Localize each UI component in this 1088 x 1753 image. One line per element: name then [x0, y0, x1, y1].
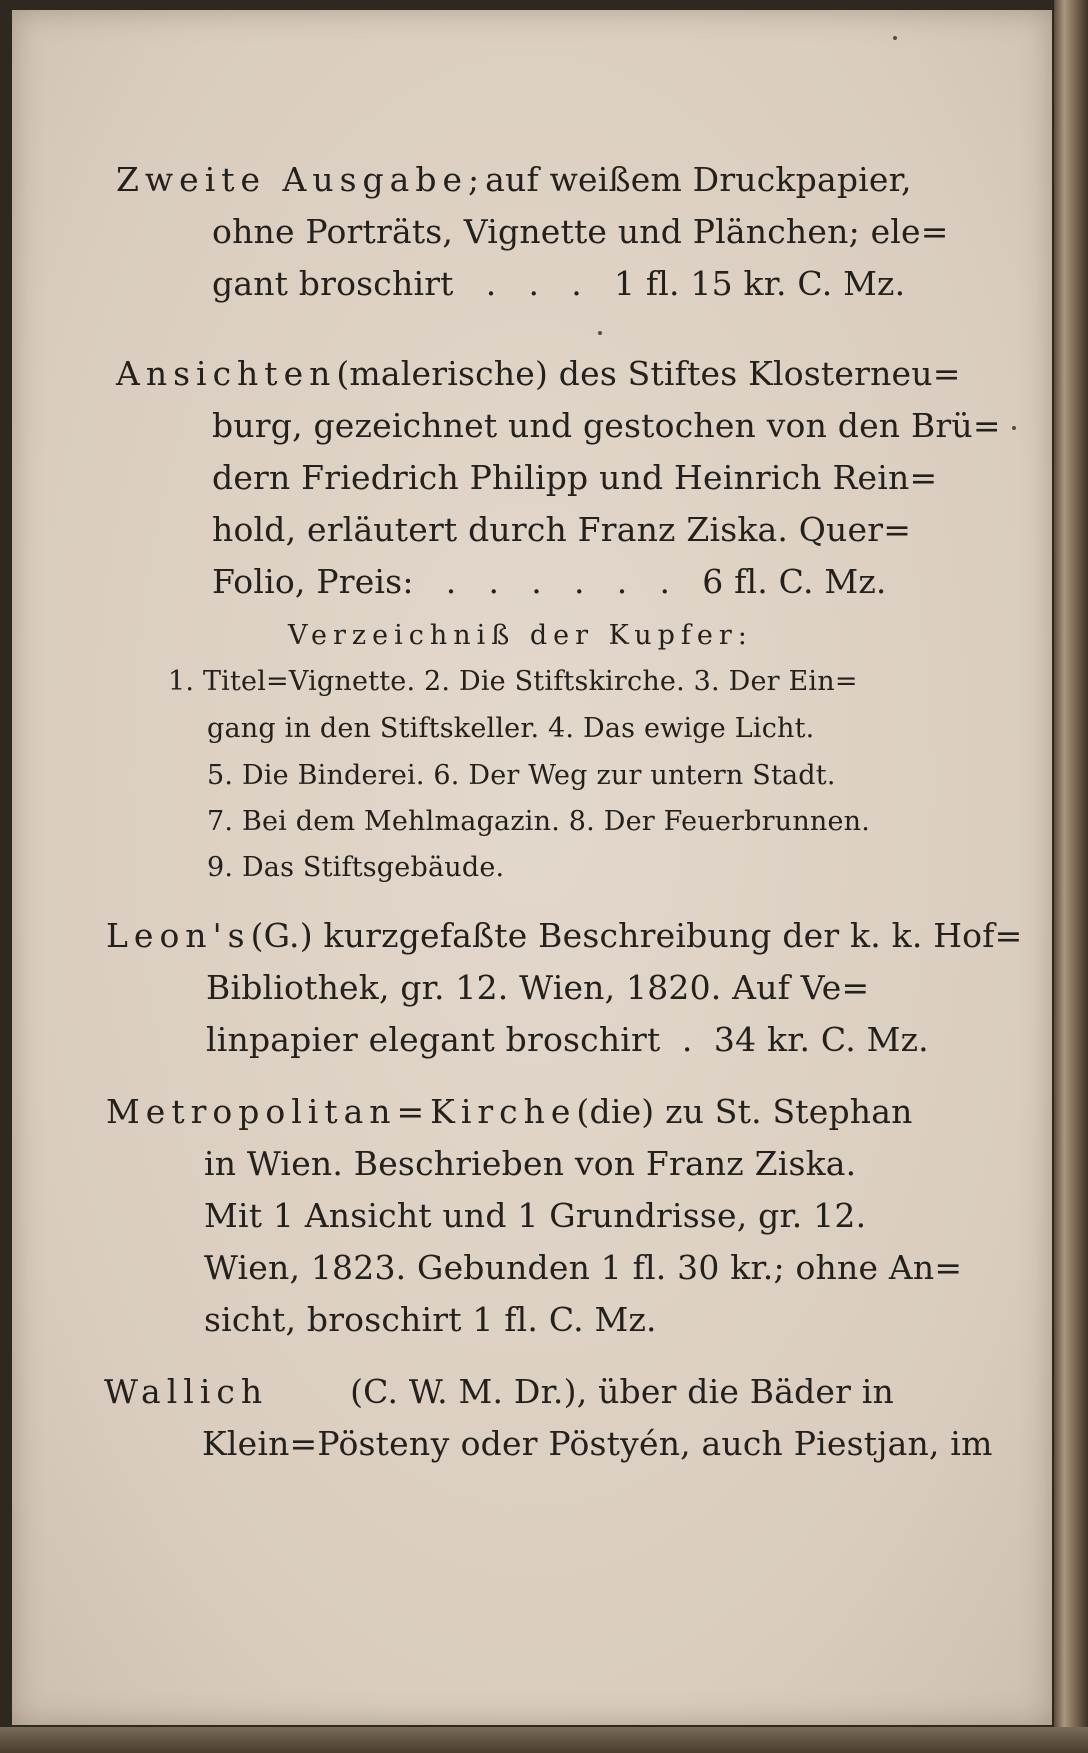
entry-heading: Wallich [104, 1372, 269, 1411]
entry-line: ohne Porträts, Vignette und Plänchen; ele= [212, 212, 949, 251]
entry-text: (G.) kurzgefaßte Beschreibung der k. k. Hof= [250, 916, 1023, 955]
plate-list-line: 9. Das Stiftsgebäude. [207, 852, 505, 883]
plates-heading: Verzeichniß der Kupfer: [288, 620, 753, 651]
plate-list-line: 7. Bei dem Mehlmagazin. 8. Der Feuerbrunnen. [207, 806, 871, 837]
plate-list-line: 5. Die Binderei. 6. Der Weg zur untern Stadt. [207, 760, 836, 791]
entry-text: (die) zu St. Stephan [576, 1092, 913, 1131]
entry-text: (malerische) des Stiftes Klosterneu= [336, 354, 961, 393]
entry-text: (C. W. M. Dr.), über die Bäder in [350, 1372, 894, 1411]
entry-line: in Wien. Beschrieben von Franz Ziska. [204, 1144, 857, 1183]
entry-line: gant broschirt . . . 1 fl. 15 kr. C. Mz. [212, 264, 906, 303]
entry-line: Folio, Preis: . . . . . . 6 fl. C. Mz. [212, 562, 887, 601]
entry-line [104, 1372, 894, 1411]
entry-line: Klein=Pöstenу oder Pöstyén, auch Piestjan, im [202, 1424, 993, 1463]
entry-line: burg, gezeichnet und gestochen von den Brü= [212, 406, 1001, 445]
entry-heading: Zweite Ausgabe; [116, 160, 486, 199]
entry-line [116, 160, 912, 199]
entry-line [116, 354, 961, 393]
entry-heading: Metropolitan=Kirche [106, 1092, 577, 1131]
entry-line: Wien, 1823. Gebunden 1 fl. 30 kr.; ohne An= [204, 1248, 963, 1287]
entry-line: Bibliothek, gr. 12. Wien, 1820. Auf Ve= [206, 968, 870, 1007]
plate-list-line: gang in den Stiftskeller. 4. Das ewige Licht. [207, 713, 815, 744]
entry-heading: Ansichten [116, 354, 337, 393]
entry-line: Mit 1 Ansicht und 1 Grundrisse, gr. 12. [204, 1196, 867, 1235]
entry-line [106, 916, 1023, 955]
entry-line [106, 1092, 913, 1131]
entry-line: linpapier elegant broschirt . 34 kr. C. Mz. [206, 1020, 929, 1059]
plate-list-line: 1. Titel=Vignette. 2. Die Stiftskirche. 3. Der Ein= [168, 666, 858, 697]
entry-line: dern Friedrich Philipp und Heinrich Rein= [212, 458, 938, 497]
entry-line: hold, erläutert durch Franz Ziska. Quer= [212, 510, 912, 549]
entry-text: auf weißem Druckpapier, [485, 160, 912, 199]
entry-line: sicht, broschirt 1 fl. C. Mz. [204, 1300, 657, 1339]
entry-heading: Leon's [106, 916, 251, 955]
